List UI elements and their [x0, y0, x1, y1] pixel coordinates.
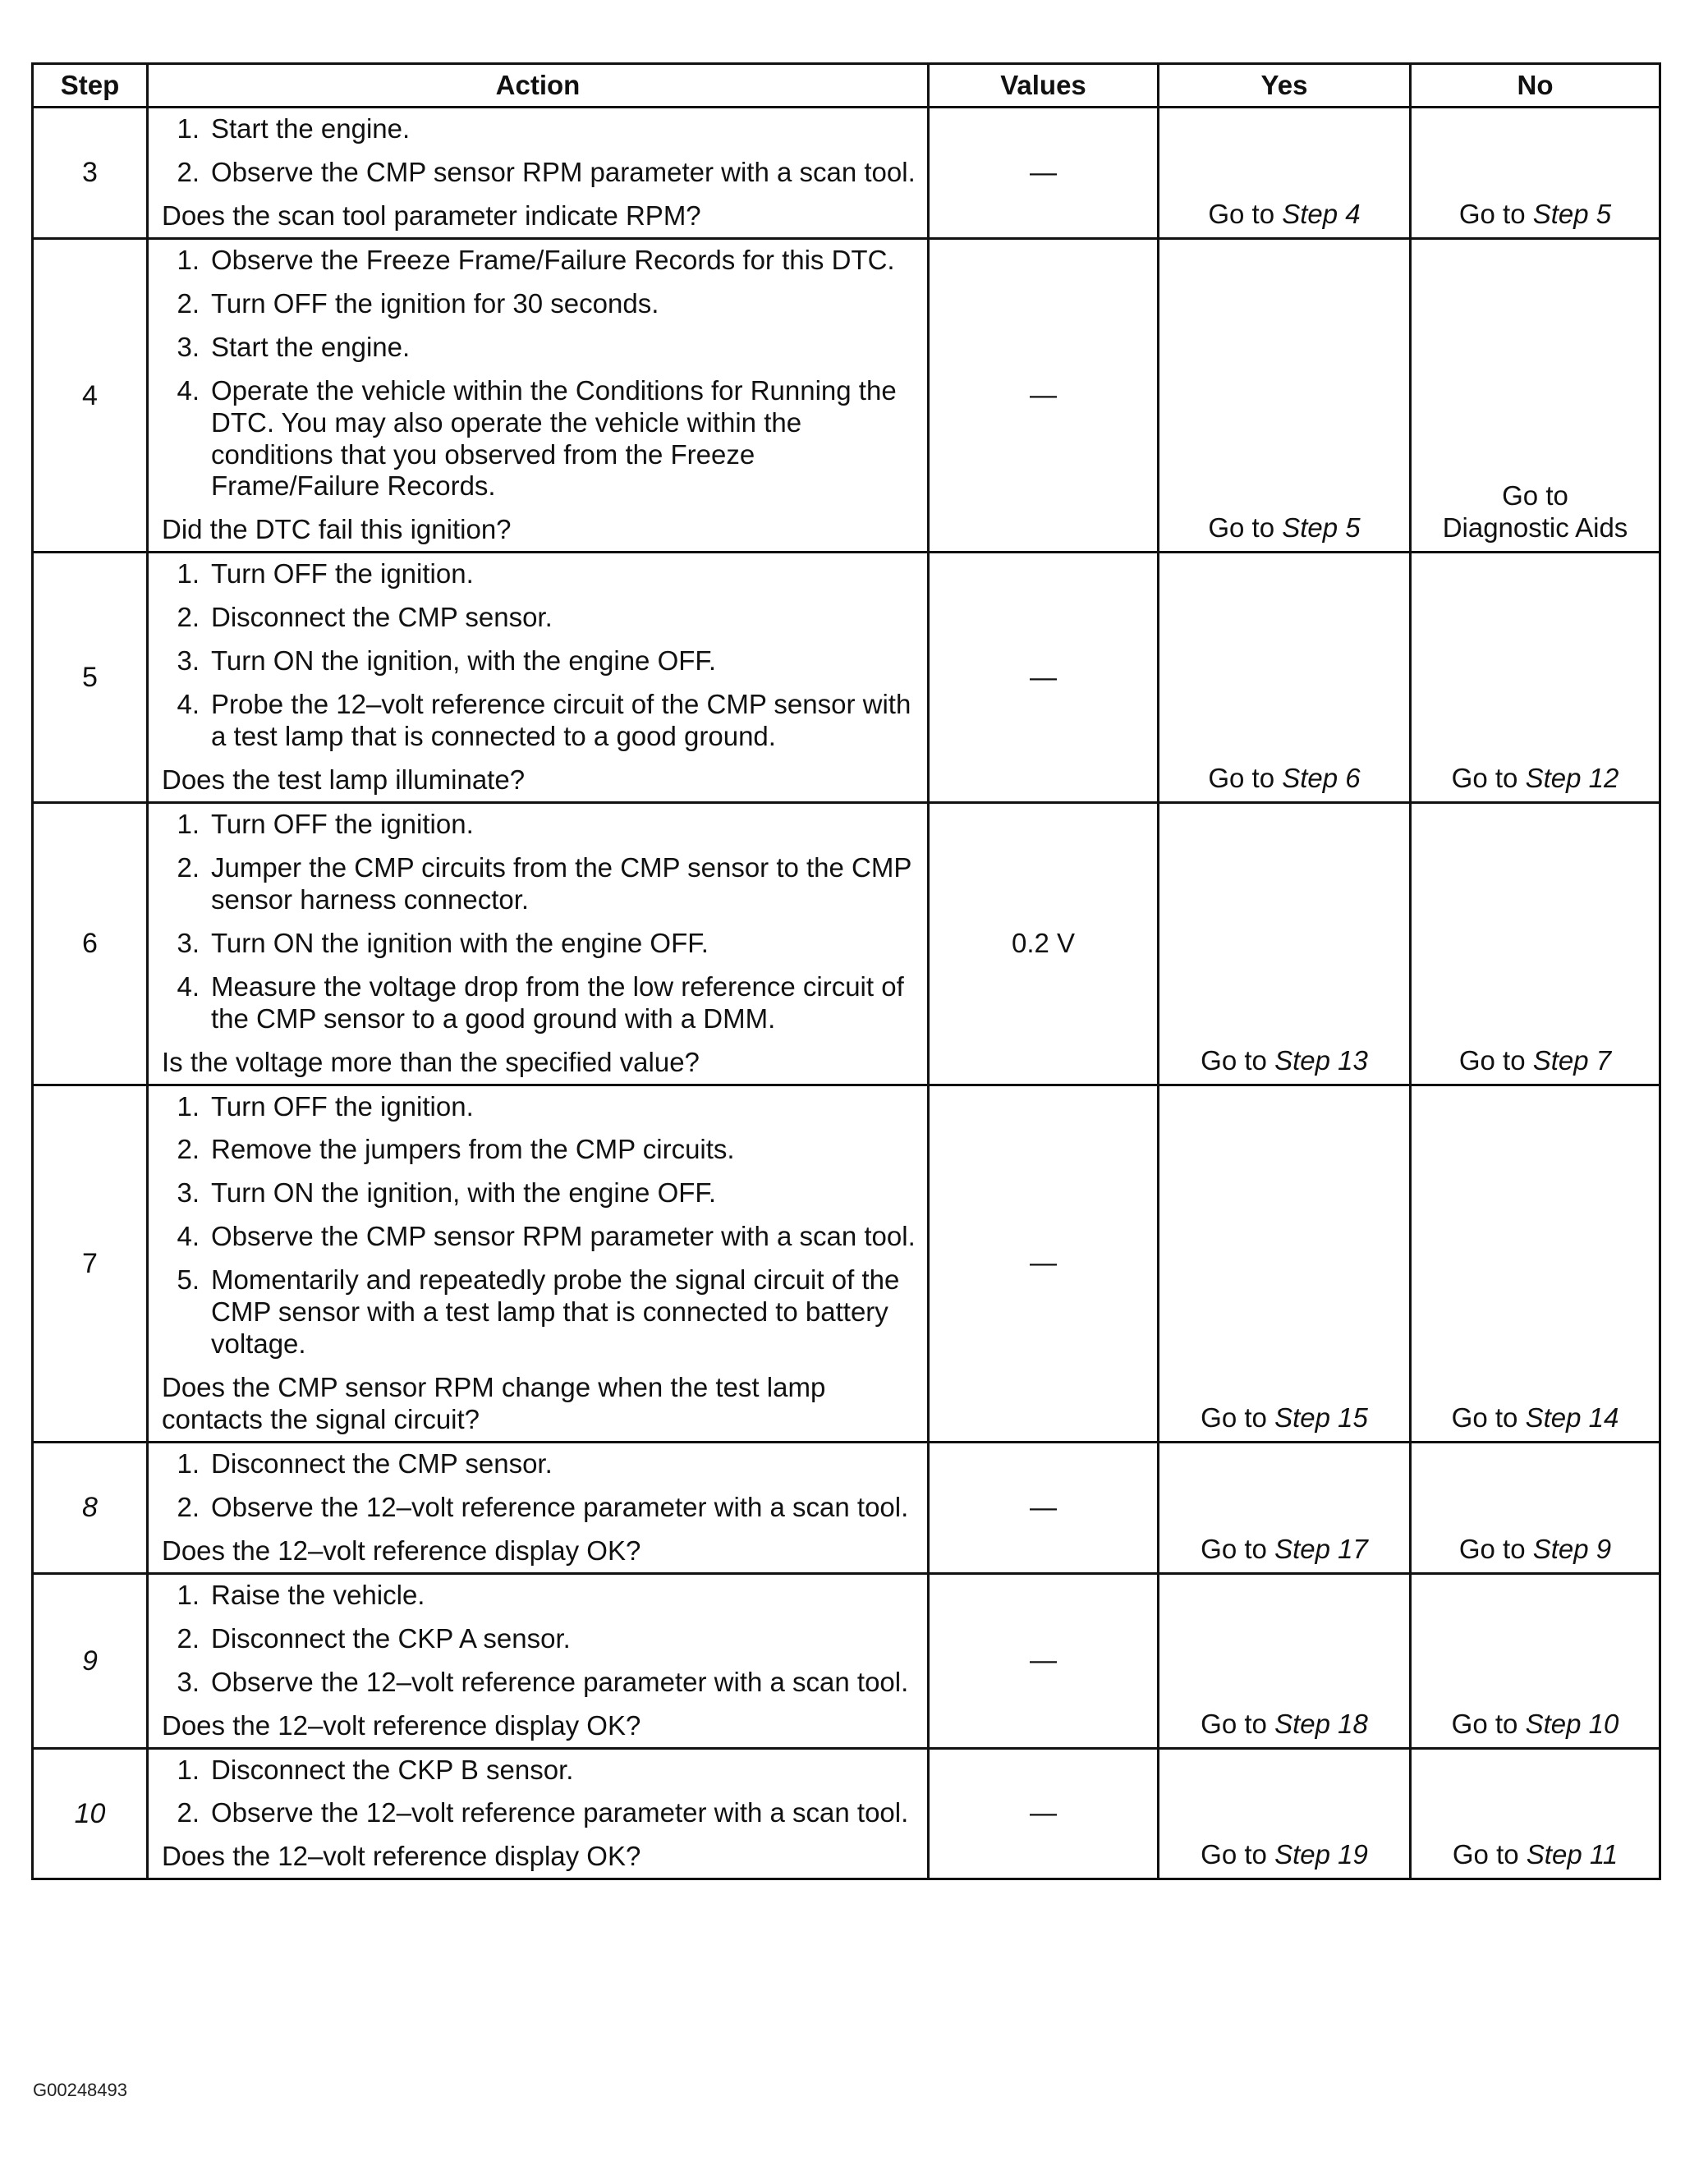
- action-item: [162, 332, 916, 364]
- action-item-number: 1.: [177, 1754, 200, 1785]
- action-item-text: Turn ON the ignition with the engine OFF.: [211, 927, 709, 958]
- action-item-text: Raise the vehicle.: [211, 1579, 425, 1610]
- action-item: [162, 928, 916, 960]
- no-cell: [1411, 1442, 1660, 1573]
- action-item-text: Observe the 12–volt reference parameter with a scan tool.: [211, 1491, 909, 1522]
- action-item: [162, 1580, 916, 1612]
- action-item: [162, 1264, 916, 1360]
- action-item-text: Disconnect the CMP sensor.: [211, 1447, 553, 1479]
- action-item-number: 3.: [177, 645, 200, 677]
- action-item-text: Turn OFF the ignition for 30 seconds.: [211, 287, 659, 319]
- action-list: [162, 809, 916, 1035]
- action-cell: [148, 1573, 929, 1748]
- action-list: [162, 245, 916, 503]
- table-row: [33, 1085, 1660, 1442]
- no-go-to-label: Go to: [1502, 480, 1568, 512]
- action-item-text: Observe the 12–volt reference parameter with a scan tool.: [211, 1666, 909, 1697]
- yes-go-to-label: Go to: [1201, 1402, 1267, 1433]
- value-cell: —: [929, 1085, 1159, 1442]
- action-item-number: 1.: [177, 244, 200, 275]
- no-go-to-label: Go to: [1451, 1402, 1518, 1433]
- action-item-number: 1.: [177, 113, 200, 144]
- action-item-text: Momentarily and repeatedly probe the signal circuit of the CMP sensor with a test lamp that is connected to battery voltage.: [211, 1264, 900, 1360]
- yes-go-to-label: Go to: [1201, 1044, 1267, 1076]
- yes-cell: [1159, 1748, 1411, 1879]
- action-list: [162, 1580, 916, 1699]
- action-item-text: Turn OFF the ignition.: [211, 558, 474, 590]
- action-list: [162, 1755, 916, 1830]
- no-cell: [1411, 108, 1660, 239]
- action-item-number: 4.: [177, 689, 200, 720]
- yes-go-to-label: Go to: [1208, 198, 1275, 229]
- value-cell: —: [929, 553, 1159, 803]
- value-cell: 0.2 V: [929, 802, 1159, 1085]
- step-number: 5: [33, 553, 148, 803]
- action-item-number: 1.: [177, 808, 200, 839]
- no-cell: [1411, 1085, 1660, 1442]
- action-item-text: Disconnect the CMP sensor.: [211, 602, 553, 633]
- step-number: 8: [33, 1442, 148, 1573]
- figure-id: G00248493: [33, 2080, 127, 2100]
- step-number: 6: [33, 802, 148, 1085]
- action-item: [162, 558, 916, 590]
- no-cell: [1411, 1573, 1660, 1748]
- yes-cell: [1159, 553, 1411, 803]
- action-item-text: Disconnect the CKP B sensor.: [211, 1754, 574, 1785]
- action-question: Does the scan tool parameter indicate RPM?: [162, 200, 701, 231]
- action-list: [162, 113, 916, 189]
- no-cell: [1411, 802, 1660, 1085]
- action-item-number: 4.: [177, 374, 200, 406]
- yes-go-to-label: Go to: [1201, 1839, 1267, 1870]
- header-action: Action: [148, 64, 929, 108]
- yes-cell: [1159, 1573, 1411, 1748]
- action-item: [162, 1623, 916, 1655]
- action-cell: [148, 108, 929, 239]
- table-row: [33, 108, 1660, 239]
- table-row: [33, 238, 1660, 553]
- value-cell: —: [929, 238, 1159, 553]
- action-item: [162, 375, 916, 503]
- yes-cell: [1159, 1085, 1411, 1442]
- action-item: [162, 602, 916, 634]
- yes-go-to-label: Go to: [1201, 1708, 1267, 1739]
- header-step: Step: [33, 64, 148, 108]
- action-item-text: Observe the Freeze Frame/Failure Records for this DTC.: [211, 244, 895, 275]
- action-item-text: Turn ON the ignition, with the engine OFF.: [211, 1177, 717, 1209]
- action-item-number: 3.: [177, 1666, 200, 1697]
- action-item: [162, 288, 916, 320]
- no-go-to-label: Go to: [1458, 1044, 1526, 1076]
- action-cell: [148, 802, 929, 1085]
- action-item: [162, 113, 916, 145]
- yes-cell: [1159, 1442, 1411, 1573]
- action-item: [162, 1091, 916, 1123]
- yes-go-to-label: Go to: [1208, 763, 1275, 793]
- action-item-text: Start the engine.: [211, 113, 411, 144]
- diagnostic-table: [31, 62, 1661, 1880]
- action-item-number: 2.: [177, 1797, 200, 1828]
- action-item-number: 2.: [177, 602, 200, 633]
- no-target-link[interactable]: Diagnostic Aids: [1442, 512, 1628, 544]
- action-cell: [148, 1442, 929, 1573]
- action-item-number: 2.: [177, 287, 200, 319]
- action-item-number: 1.: [177, 1090, 200, 1122]
- header-values: Values: [929, 64, 1159, 108]
- action-item-text: Observe the 12–volt reference parameter with a scan tool.: [211, 1797, 909, 1828]
- header-yes: Yes: [1159, 64, 1411, 108]
- action-item: [162, 1667, 916, 1699]
- no-go-to-label: Go to: [1452, 1839, 1519, 1870]
- action-item-text: Turn ON the ignition, with the engine OFF.: [211, 645, 717, 677]
- action-item-number: 3.: [177, 1177, 200, 1209]
- table-body: [33, 108, 1660, 1879]
- header-no: No: [1411, 64, 1660, 108]
- action-item-text: Turn OFF the ignition.: [211, 1090, 474, 1122]
- table-row: [33, 802, 1660, 1085]
- action-item: [162, 645, 916, 677]
- action-item-number: 4.: [177, 1221, 200, 1252]
- action-item-text: Remove the jumpers from the CMP circuits.: [211, 1134, 735, 1165]
- yes-target-link[interactable]: Step 19: [1274, 1839, 1368, 1870]
- action-item-number: 3.: [177, 927, 200, 958]
- action-item-text: Probe the 12–volt reference circuit of the CMP sensor with a test lamp that is connected to a good ground.: [211, 689, 911, 752]
- action-item-text: Turn OFF the ignition.: [211, 808, 474, 839]
- yes-go-to-label: Go to: [1208, 512, 1275, 544]
- yes-target-link[interactable]: Step 13: [1274, 1044, 1368, 1076]
- action-question: Is the voltage more than the specified value?: [162, 1046, 700, 1077]
- no-cell: [1411, 1748, 1660, 1879]
- action-item: [162, 1492, 916, 1524]
- action-item-text: Jumper the CMP circuits from the CMP sensor to the CMP sensor harness connector.: [211, 851, 911, 915]
- action-item-number: 1.: [177, 558, 200, 590]
- action-cell: [148, 1748, 929, 1879]
- value-cell: —: [929, 108, 1159, 239]
- action-item-number: 2.: [177, 1491, 200, 1522]
- yes-target-link[interactable]: Step 18: [1274, 1708, 1368, 1739]
- yes-cell: [1159, 108, 1411, 239]
- no-target-link[interactable]: Step 7: [1532, 1044, 1612, 1076]
- action-item: [162, 1797, 916, 1829]
- no-target-link[interactable]: Step 9: [1532, 1533, 1612, 1564]
- action-item-text: Start the engine.: [211, 331, 411, 362]
- step-number: 4: [33, 238, 148, 553]
- action-item-number: 1.: [177, 1579, 200, 1610]
- no-target-link[interactable]: Step 12: [1525, 763, 1619, 793]
- action-list: [162, 558, 916, 753]
- yes-target-link[interactable]: Step 4: [1282, 198, 1361, 229]
- value-cell: —: [929, 1748, 1159, 1879]
- table-row: [33, 1748, 1660, 1879]
- action-question: Does the 12–volt reference display OK?: [162, 1841, 641, 1872]
- yes-target-link[interactable]: Step 17: [1274, 1533, 1368, 1564]
- no-target-link[interactable]: Step 5: [1532, 198, 1612, 229]
- action-item-text: Measure the voltage drop from the low reference circuit of the CMP sensor to a good ground with a DMM.: [211, 970, 904, 1034]
- step-number: 3: [33, 108, 148, 239]
- table-row: [33, 1442, 1660, 1573]
- yes-target-link[interactable]: Step 6: [1282, 763, 1361, 793]
- action-item: [162, 245, 916, 277]
- action-item-number: 1.: [177, 1447, 200, 1479]
- no-cell: [1411, 553, 1660, 803]
- action-item: [162, 1448, 916, 1480]
- action-cell: [148, 238, 929, 553]
- step-number: 10: [33, 1748, 148, 1879]
- action-item-text: Observe the CMP sensor RPM parameter with a scan tool.: [211, 156, 916, 187]
- table-header-row: [33, 64, 1660, 108]
- no-go-to-label: Go to: [1458, 198, 1526, 229]
- action-item-number: 2.: [177, 1622, 200, 1654]
- no-go-to-label: Go to: [1451, 1708, 1518, 1739]
- action-item: [162, 157, 916, 189]
- action-item: [162, 689, 916, 753]
- yes-go-to-label: Go to: [1201, 1533, 1267, 1564]
- no-go-to-label: Go to: [1451, 763, 1518, 793]
- step-number: 9: [33, 1573, 148, 1748]
- step-number: 7: [33, 1085, 148, 1442]
- no-target-link[interactable]: Step 11: [1526, 1839, 1618, 1870]
- action-item-number: 2.: [177, 851, 200, 883]
- action-item-number: 4.: [177, 970, 200, 1002]
- action-item: [162, 1134, 916, 1166]
- table-row: [33, 553, 1660, 803]
- action-question: Does the 12–volt reference display OK?: [162, 1709, 641, 1741]
- no-go-to-label: Go to: [1458, 1533, 1526, 1564]
- action-item: [162, 809, 916, 841]
- action-item: [162, 971, 916, 1035]
- yes-target-link[interactable]: Step 5: [1282, 512, 1361, 544]
- action-question: Does the test lamp illuminate?: [162, 764, 526, 795]
- action-item-number: 2.: [177, 1134, 200, 1165]
- action-question: Does the CMP sensor RPM change when the test lamp contacts the signal circuit?: [162, 1372, 826, 1434]
- action-item-text: Operate the vehicle within the Conditions for Running the DTC. You may also operate the vehicle within the conditions that you observed from the Freeze Frame/Failure Records.: [211, 374, 897, 502]
- action-cell: [148, 553, 929, 803]
- no-target-link[interactable]: Step 14: [1525, 1402, 1619, 1433]
- action-item-text: Observe the CMP sensor RPM parameter with a scan tool.: [211, 1221, 916, 1252]
- action-item: [162, 852, 916, 916]
- value-cell: —: [929, 1442, 1159, 1573]
- action-item-text: Disconnect the CKP A sensor.: [211, 1622, 571, 1654]
- yes-target-link[interactable]: Step 15: [1274, 1402, 1368, 1433]
- table-row: [33, 1573, 1660, 1748]
- action-item-number: 5.: [177, 1264, 200, 1296]
- no-cell: [1411, 238, 1660, 553]
- no-target-link[interactable]: Step 10: [1525, 1708, 1619, 1739]
- action-item-number: 3.: [177, 331, 200, 362]
- yes-cell: [1159, 802, 1411, 1085]
- action-item: [162, 1177, 916, 1209]
- action-list: [162, 1448, 916, 1524]
- action-question: Did the DTC fail this ignition?: [162, 514, 512, 545]
- action-item: [162, 1221, 916, 1253]
- action-cell: [148, 1085, 929, 1442]
- yes-cell: [1159, 238, 1411, 553]
- action-item-number: 2.: [177, 156, 200, 187]
- action-item: [162, 1755, 916, 1787]
- value-cell: —: [929, 1573, 1159, 1748]
- action-list: [162, 1091, 916, 1361]
- action-question: Does the 12–volt reference display OK?: [162, 1535, 641, 1566]
